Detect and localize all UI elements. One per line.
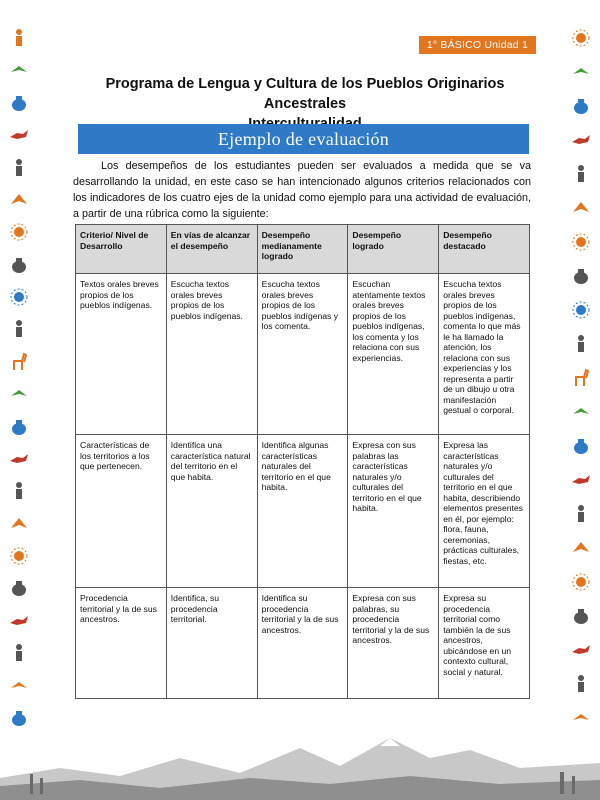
figure-icon (571, 164, 591, 184)
pot-icon (9, 417, 29, 437)
bird-icon (571, 538, 591, 558)
figure-icon (9, 28, 29, 48)
sun-icon (9, 287, 29, 307)
sun-icon (571, 300, 591, 320)
table-cell: Identifica su procedencia territorial y la de sus ancestros. (257, 588, 348, 699)
fox-icon (571, 640, 591, 660)
pot-icon (9, 255, 29, 275)
sun-icon (9, 222, 29, 242)
title-line-1: Programa de Lengua y Cultura de los Pueblos Originarios Ancestrales (105, 76, 505, 112)
table-cell: Escucha textos orales breves propios de los pueblos indígenas, comenta lo que más le ha llamado la atención, los relaciona con sus experiencias y los representa a partir de un dibujo u otra manifestación gestual o corporal. (439, 274, 530, 435)
figure-icon (9, 158, 29, 178)
sun-icon (571, 232, 591, 252)
bird-icon (571, 198, 591, 218)
landscape-illustration (0, 718, 600, 800)
table-cell: Escucha textos orales breves propios de los pueblos indígenas. (166, 274, 257, 435)
section-banner: Ejemplo de evaluación (78, 124, 529, 154)
table-cell: Expresa su procedencia territorial como también la de sus ancestros, ubicándose en un contexto cultural, social y natural. (439, 588, 530, 699)
bird-icon (9, 60, 29, 80)
bird-icon (571, 402, 591, 422)
sun-icon (571, 28, 591, 48)
table-row (76, 588, 530, 699)
table-cell: Identifica una característica natural del territorio en el que habita. (166, 435, 257, 588)
fox-icon (9, 125, 29, 145)
table-cell: Textos orales breves propios de los pueblos indígenas. (76, 274, 167, 435)
sun-icon (571, 572, 591, 592)
table-cell: Identifica, su procedencia territorial. (166, 588, 257, 699)
table-cell: Escucha textos orales breves propios de los pueblos indígenas y los comenta. (257, 274, 348, 435)
figure-icon (571, 504, 591, 524)
table-cell: Escuchan atentamente textos orales breves propios de los pueblos indígenas, los comenta y los relaciona con sus experiencias. (348, 274, 439, 435)
column-header: En vías de alcanzar el desempeño (166, 225, 257, 274)
llama-icon (571, 368, 591, 388)
rubric-table (75, 224, 530, 699)
table-cell: Identifica algunas características naturales del territorio en el que habita. (257, 435, 348, 588)
llama-icon (9, 352, 29, 372)
sun-icon (9, 546, 29, 566)
figure-icon (9, 643, 29, 663)
left-decorative-border (2, 28, 36, 728)
figure-icon (9, 481, 29, 501)
intro-paragraph: Los desempeños de los estudiantes pueden ser evaluados a medida que se va desarrollando la unidad, en este caso se han intencionado algunos criterios relacionados con los indicadores de los cuatro ejes de la unidad como ejemplo para una actividad de evaluación, a partir de una rúbrica como la siguiente: (73, 160, 531, 220)
fox-icon (9, 611, 29, 631)
pot-icon (571, 96, 591, 116)
bird-icon (9, 384, 29, 404)
table-cell: Características de los territorios a los que pertenecen. (76, 435, 167, 588)
table-header-row (76, 225, 530, 274)
table-cell: Procedencia territorial y la de sus ancestros. (76, 588, 167, 699)
column-header: Criterio/ Nivel de Desarrollo (76, 225, 167, 274)
bird-icon (9, 676, 29, 696)
table-cell: Expresa con sus palabras las características naturales y/o culturales del territorio en el que habita. (348, 435, 439, 588)
fox-icon (571, 470, 591, 490)
table-cell: Expresa las características naturales y/o culturales del territorio en el que habita, describiendo elementos presentes en él, por ejemplo: flora, fauna, ceremonias, prácticas culturales, fiestas, etc. (439, 435, 530, 588)
bird-icon (9, 514, 29, 534)
pot-icon (571, 436, 591, 456)
bird-icon (9, 190, 29, 210)
right-decorative-border (564, 28, 598, 728)
table-cell: Expresa con sus palabras, su procedencia territorial y la de sus ancestros. (348, 588, 439, 699)
pot-icon (9, 578, 29, 598)
figure-icon (571, 334, 591, 354)
grade-unit-badge: 1° BÁSICO Unidad 1 (419, 36, 536, 54)
pot-icon (571, 606, 591, 626)
figure-icon (571, 674, 591, 694)
column-header: Desempeño logrado (348, 225, 439, 274)
figure-icon (9, 319, 29, 339)
fox-icon (571, 130, 591, 150)
column-header: Desempeño medianamente logrado (257, 225, 348, 274)
bird-icon (571, 62, 591, 82)
fox-icon (9, 449, 29, 469)
pot-icon (9, 93, 29, 113)
column-header: Desempeño destacado (439, 225, 530, 274)
table-row (76, 435, 530, 588)
pot-icon (571, 266, 591, 286)
table-row (76, 274, 530, 435)
